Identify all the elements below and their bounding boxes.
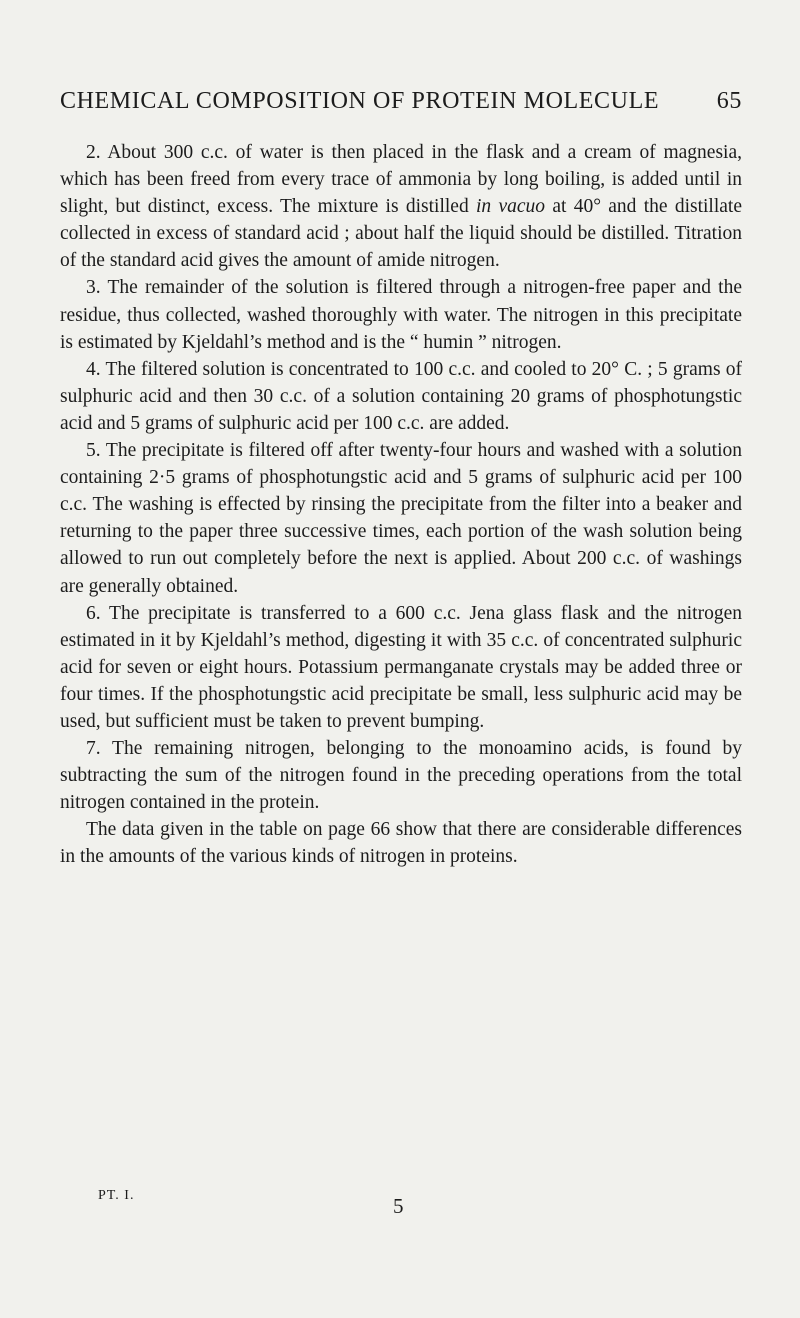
paragraph-step-5: 5. The precipitate is filtered off after twenty-four hours and washed with a solution containing 2·5 grams of phosphotungstic acid and 5 grams of sulphuric acid per 100 c.c. The washing is effected by rinsing the precipitate from the filter into a beaker and returning to the paper three successive times, each portion of the wash solution being allowed to run out completely before the next is applied. About 200 c.c. of washings are generally obtained.	[60, 440, 742, 597]
paragraph-conclusion: The data given in the table on page 66 show that there are considerable differences in the amounts of the various kinds of nitrogen in proteins.	[60, 819, 742, 868]
running-header	[60, 88, 742, 115]
paragraph-step-6: 6. The precipitate is transferred to a 600 c.c. Jena glass flask and the nitrogen estimated in it by Kjeldahl’s method, digesting it with 35 c.c. of concentrated sulphuric acid for seven or eight hours. Potassium permanganate crystals may be added three or four times. If the phosphotungstic acid precipitate be small, less sulphuric acid may be used, but sufficient must be taken to prevent bumping.	[60, 602, 742, 732]
body-text	[60, 139, 742, 871]
paragraph-step-4: 4. The filtered solution is concentrated to 100 c.c. and cooled to 20° C. ; 5 grams of sulphuric acid and then 30 c.c. of a solution containing 20 grams of phosphotungstic acid and 5 grams of sulphuric acid per 100 c.c. are added.	[60, 358, 742, 434]
paragraph-step-2	[60, 139, 742, 274]
paragraph-step-2-text: 2. About 300 c.c. of water is then placed in the flask and a cream of magnesia, which has been freed from every trace of ammonia by long boiling, is added until in slight, but distinct, excess. The mixture is distilled	[60, 142, 742, 218]
part-label: PT. I.	[98, 1188, 135, 1203]
italic-in-vacuo: in vacuo	[476, 196, 546, 218]
paragraph-step-2-text-cont: at 40° and the distillate collected in excess of standard acid ; about half the liquid should be distilled. Titration of the standard acid gives the amount of amide nitrogen.	[60, 196, 742, 272]
running-title: CHEMICAL COMPOSITION OF PROTEIN MOLECULE	[60, 88, 660, 114]
signature-mark: 5	[393, 1194, 404, 1218]
paragraph-step-3: 3. The remainder of the solution is filtered through a nitrogen-free paper and the residue, thus collected, washed thoroughly with water. The nitrogen in this precipitate is estimated by Kjeldahl’s method and is the “ humin ” nitrogen.	[60, 277, 742, 353]
page-number: 65	[716, 88, 742, 114]
paragraph-step-7: 7. The remaining nitrogen, belonging to the monoamino acids, is found by subtracting the sum of the nitrogen found in the preceding operations from the total nitrogen contained in the protein.	[60, 738, 742, 814]
